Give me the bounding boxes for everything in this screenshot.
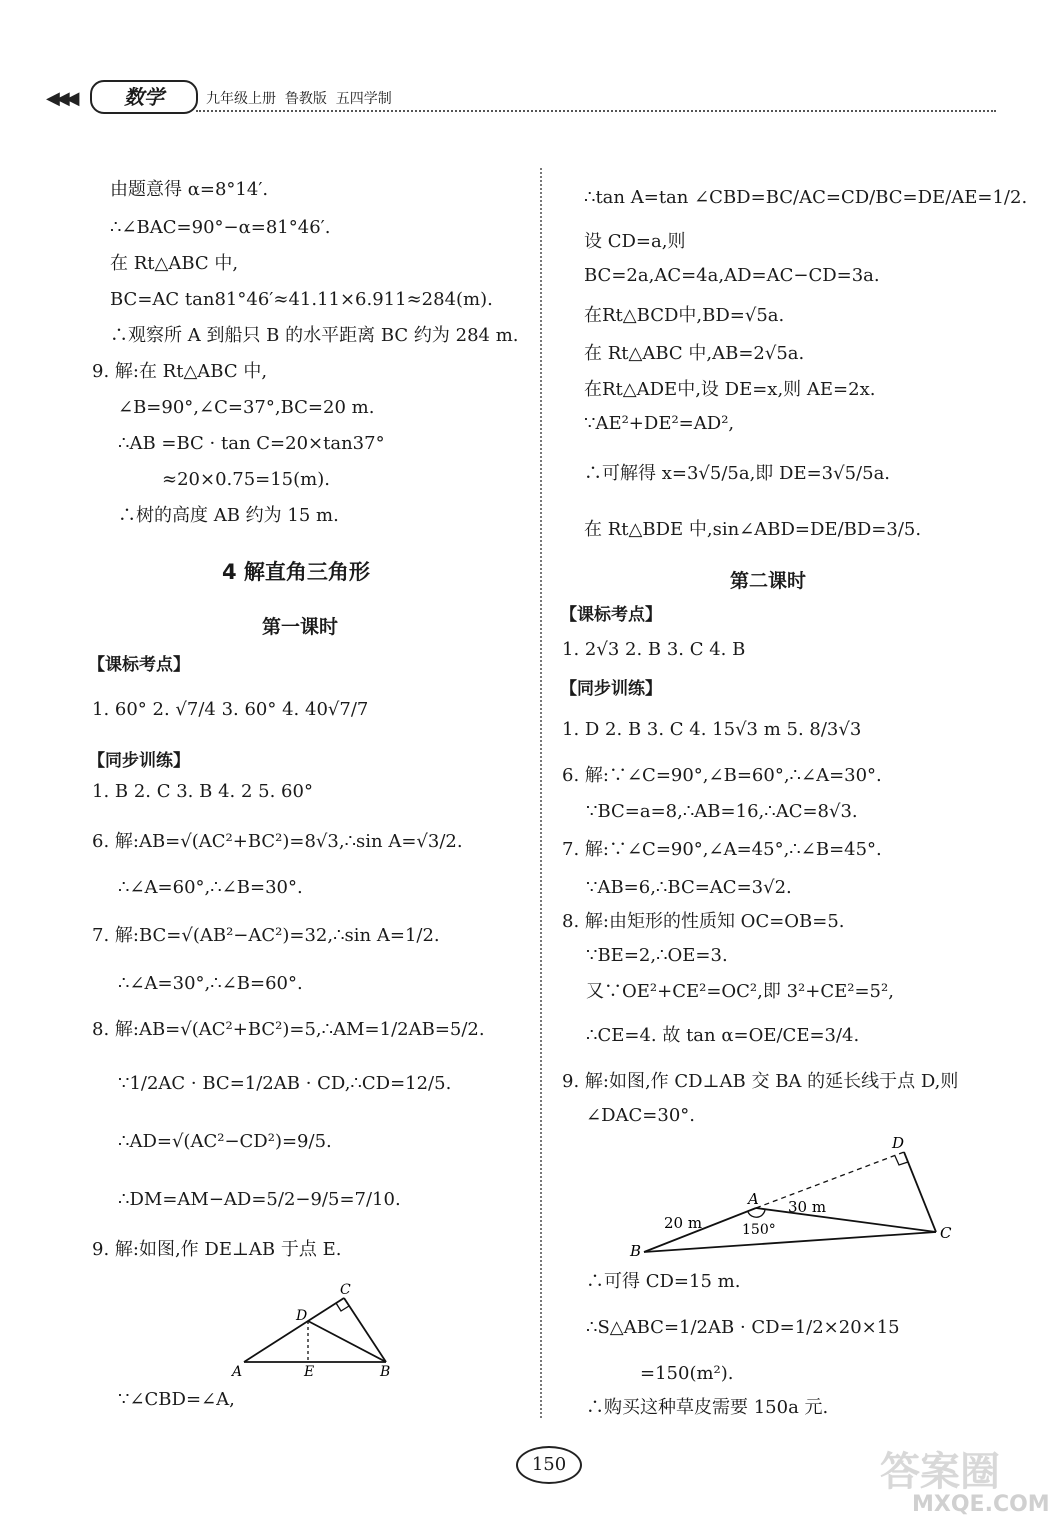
- text-line: ∵BC=a=8,∴AB=16,∴AC=8√3.: [586, 801, 858, 822]
- fig2-angle: 150°: [742, 1222, 776, 1238]
- section-tag: 【课标考点】: [560, 605, 662, 625]
- lesson-title: 第一课时: [262, 616, 339, 638]
- text-line: ∴AB =BC · tan C=20×tan37°: [118, 433, 385, 454]
- text-line: ∴购买这种草皮需要 150a 元.: [586, 1397, 829, 1418]
- text-line: 1. D 2. B 3. C 4. 15√3 m 5. 8/3√3: [562, 719, 862, 740]
- header-rule: [196, 110, 996, 112]
- fig2-label-a: A: [748, 1190, 759, 1208]
- fig2-label-c: C: [940, 1224, 952, 1242]
- fig1-label-d: D: [296, 1308, 308, 1324]
- page-number: 150: [516, 1446, 582, 1484]
- header-info: 九年级上册 鲁教版 五四学制: [206, 91, 392, 107]
- text-line: ∴CE=4. 故 tan α=OE/CE=3/4.: [586, 1025, 860, 1046]
- column-divider: [540, 168, 542, 1418]
- text-line: 在 Rt△ABC 中,AB=2√5a.: [584, 343, 805, 364]
- text-line: 6. 解:AB=√(AC²+BC²)=8√3,∴sin A=√3/2.: [92, 831, 463, 852]
- text-line: ∠DAC=30°.: [586, 1105, 695, 1126]
- text-line: ∴∠A=30°,∴∠B=60°.: [118, 973, 303, 994]
- page-header: [46, 78, 996, 114]
- section-tag: 【同步训练】: [88, 751, 190, 771]
- fig1-label-e: E: [304, 1364, 315, 1380]
- text-line: 在 Rt△ABC 中,: [110, 253, 239, 274]
- text-line: ∴DM=AM−AD=5/2−9/5=7/10.: [118, 1189, 401, 1210]
- text-line: ∴可得 CD=15 m.: [586, 1271, 741, 1292]
- section-tag: 【课标考点】: [88, 655, 190, 675]
- text-line: 8. 解:由矩形的性质知 OC=OB=5.: [562, 911, 845, 932]
- text-line: =150(m²).: [640, 1363, 734, 1384]
- text-line: ∴∠A=60°,∴∠B=30°.: [118, 877, 303, 898]
- fig1-label-c: C: [340, 1282, 351, 1298]
- text-line: BC=AC tan81°46′≈41.11×6.911≈284(m).: [110, 289, 493, 310]
- text-line: ≈20×0.75=15(m).: [162, 469, 330, 490]
- fig2-label-d: D: [892, 1134, 905, 1152]
- text-line: 1. B 2. C 3. B 4. 2 5. 60°: [92, 781, 313, 802]
- text-line: 7. 解:BC=√(AB²−AC²)=32,∴sin A=1/2.: [92, 925, 440, 946]
- text-line: ∴S△ABC=1/2AB · CD=1/2×20×15: [586, 1317, 900, 1338]
- lesson-title: 第二课时: [730, 570, 807, 592]
- text-line: ∴树的高度 AB 约为 15 m.: [118, 505, 339, 526]
- text-line: 7. 解:∵∠C=90°,∠A=45°,∴∠B=45°.: [562, 839, 882, 860]
- text-line: ∵∠CBD=∠A,: [118, 1389, 235, 1410]
- text-line: 又∵OE²+CE²=OC²,即 3²+CE²=5²,: [586, 981, 894, 1002]
- text-line: ∴观察所 A 到船只 B 的水平距离 BC 约为 284 m.: [110, 325, 519, 346]
- text-line: ∴可解得 x=3√5/5a,即 DE=3√5/5a.: [584, 463, 891, 484]
- text-line: 6. 解:∵∠C=90°,∠B=60°,∴∠A=30°.: [562, 765, 882, 786]
- fig2-label-b: B: [630, 1242, 642, 1260]
- watermark-logo: 答案圈: [880, 1449, 1000, 1495]
- fig1-label-b: B: [380, 1364, 391, 1380]
- fig1-label-a: A: [232, 1364, 243, 1380]
- text-line: 在Rt△ADE中,设 DE=x,则 AE=2x.: [584, 379, 876, 400]
- text-line: ∵AE²+DE²=AD²,: [584, 413, 735, 434]
- text-line: 9. 解:如图,作 CD⊥AB 交 BA 的延长线于点 D,则: [562, 1071, 959, 1092]
- text-line: ∠B=90°,∠C=37°,BC=20 m.: [118, 397, 375, 418]
- text-line: 1. 60° 2. √7/4 3. 60° 4. 40√7/7: [92, 699, 369, 720]
- text-line: 1. 2√3 2. B 3. C 4. B: [562, 639, 746, 660]
- fig2-side-ac: 30 m: [788, 1198, 827, 1216]
- figure-triangle-abc-2: [620, 1132, 970, 1262]
- text-line: ∴∠BAC=90°−α=81°46′.: [110, 217, 331, 238]
- text-line: ∴tan A=tan ∠CBD=BC/AC=CD/BC=DE/AE=1/2.: [584, 187, 1028, 208]
- section-tag: 【同步训练】: [560, 679, 662, 699]
- text-line: 9. 解:在 Rt△ABC 中,: [92, 361, 268, 382]
- fig2-side-ab: 20 m: [664, 1214, 703, 1232]
- header-subject: 数学: [90, 80, 198, 114]
- text-line: ∵1/2AC · BC=1/2AB · CD,∴CD=12/5.: [118, 1073, 452, 1094]
- figure-triangle-abc: [228, 1280, 398, 1380]
- text-line: 在 Rt△BDE 中,sin∠ABD=DE/BD=3/5.: [584, 519, 922, 540]
- watermark-url: MXQE.COM: [912, 1492, 1050, 1517]
- text-line: BC=2a,AC=4a,AD=AC−CD=3a.: [584, 265, 880, 286]
- text-line: ∵BE=2,∴OE=3.: [586, 945, 728, 966]
- text-line: ∵AB=6,∴BC=AC=3√2.: [586, 877, 792, 898]
- text-line: 由题意得 α=8°14′.: [110, 179, 269, 200]
- text-line: 8. 解:AB=√(AC²+BC²)=5,∴AM=1/2AB=5/2.: [92, 1019, 485, 1040]
- text-line: 在Rt△BCD中,BD=√5a.: [584, 305, 785, 326]
- text-line: 设 CD=a,则: [584, 231, 686, 252]
- text-line: ∴AD=√(AC²−CD²)=9/5.: [118, 1131, 332, 1152]
- text-line: 9. 解:如图,作 DE⊥AB 于点 E.: [92, 1239, 342, 1260]
- section-title: 4 解直角三角形: [222, 560, 370, 584]
- header-arrows-icon: ◀◀◀: [46, 88, 76, 109]
